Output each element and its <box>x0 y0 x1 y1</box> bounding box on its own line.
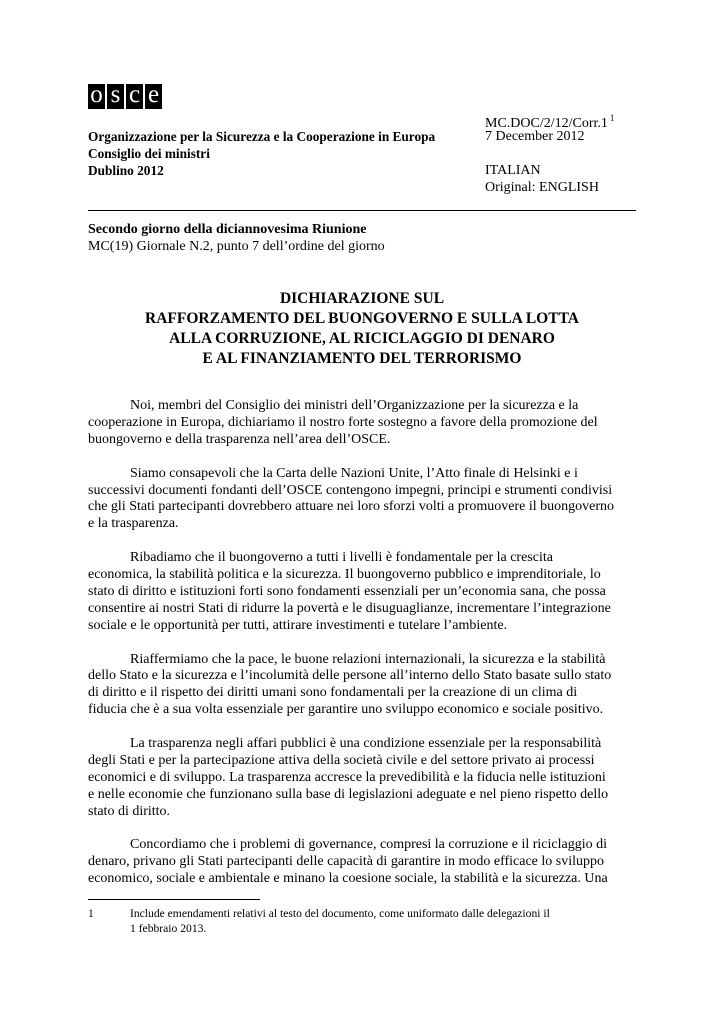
org-council: Consiglio dei ministri <box>88 146 210 161</box>
doc-original-language: Original: ENGLISH <box>485 180 599 195</box>
header-divider <box>88 210 636 211</box>
session-title: Secondo giorno della diciannovesima Riunione <box>88 222 367 237</box>
title-line: DICHIARAZIONE SUL <box>279 290 445 307</box>
session-journal: MC(19) Giornale N.2, punto 7 dell’ordine del giorno <box>88 239 385 254</box>
declaration-title <box>88 289 636 369</box>
doc-date: 7 December 2012 <box>485 129 585 144</box>
title-line: E AL FINANZIAMENTO DEL TERRORISMO <box>202 350 522 367</box>
body-paragraph: Concordiamo che i problemi di governance, compresi la corruzione e il riciclaggio di denaro, privano gli Stati partecipanti delle capacità di garantire in modo efficace lo sviluppo economico, sociale e ambientale e minano la coesione sociale, la stabilità e la sicurezza. Una <box>88 837 608 887</box>
footnote-marker: 1 <box>609 113 615 123</box>
body-paragraph: La trasparenza negli affari pubblici è una condizione essenziale per la responsabilità degli Stati e per la partecipazione attiva della società civile e del settore privato ai processi economici e di sviluppo. La trasparenza accresce la prevedibilità e la fiducia nelle istituzioni e nelle economie che funzionano sulla base di legislazioni adeguate e nel pieno rispetto dello stato di diritto. <box>88 736 609 819</box>
declaration-body <box>88 398 637 905</box>
doc-language: ITALIAN <box>485 163 541 178</box>
org-name: Organizzazione per la Sicurezza e la Cooperazione in Europa <box>88 129 436 144</box>
footnote-number: 1 <box>88 907 94 920</box>
org-location: Dublino 2012 <box>88 163 164 178</box>
session-info <box>88 221 385 255</box>
title-line: ALLA CORRUZIONE, AL RICICLAGGIO DI DENARO <box>169 330 555 347</box>
logo-letter: e <box>145 84 162 109</box>
doc-number: MC.DOC/2/12/Corr.1 <box>485 116 608 131</box>
body-paragraph: Ribadiamo che il buongoverno a tutti i livelli è fondamentale per la crescita economica, la stabilità politica e la sicurezza. Il buongoverno pubblico e imprenditoriale, lo stato di diritto e istituzioni forti sono fondamenti essenziali per un’economia sana, che possa consentire ai nostri Stati di ridurre la povertà e le disuguaglianze, incrementare l’integrazione sociale e le opportunità per tutti, attirare investimenti e tutelare l’ambiente. <box>88 550 611 633</box>
document-meta <box>485 128 599 196</box>
organization-block <box>88 128 435 179</box>
body-paragraph: Siamo consapevoli che la Carta delle Nazioni Unite, l’Atto finale di Helsinki e i successivi documenti fondanti dell’OSCE contengono impegni, principi e strumenti condivisi che gli Stati partecipanti dovrebbero attuare nei loro sforzi volti a promuovere il buongoverno e la trasparenza. <box>88 465 614 532</box>
logo-letter: s <box>107 84 124 109</box>
logo-letter: c <box>126 84 143 109</box>
title-line: RAFFORZAMENTO DEL BUONGOVERNO E SULLA LOTTA <box>145 310 579 327</box>
osce-logo <box>88 81 162 109</box>
footnote-divider <box>88 899 260 900</box>
footnote-text: Include emendamenti relativi al testo del documento, come uniformato dalle delegazioni il 1 febbraio 2013. <box>130 907 550 935</box>
body-paragraph: Noi, membri del Consiglio dei ministri dell’Organizzazione per la sicurezza e la cooperazione in Europa, dichiariamo il nostro forte sostegno a favore della promozione del buongoverno e della trasparenza nell’area dell’OSCE. <box>88 398 598 447</box>
logo-letter: o <box>88 84 105 109</box>
body-paragraph: Riaffermiamo che la pace, le buone relazioni internazionali, la sicurezza e la stabilità dello Stato e la sicurezza e l’incolumità delle persone all’interno dello Stato basate sullo stato di diritto e il rispetto dei diritti umani sono fondamentali per la creazione di un clima di fiducia che è a sua volta essenziale per garantire uno sviluppo economico e sociale positivo. <box>88 651 612 718</box>
